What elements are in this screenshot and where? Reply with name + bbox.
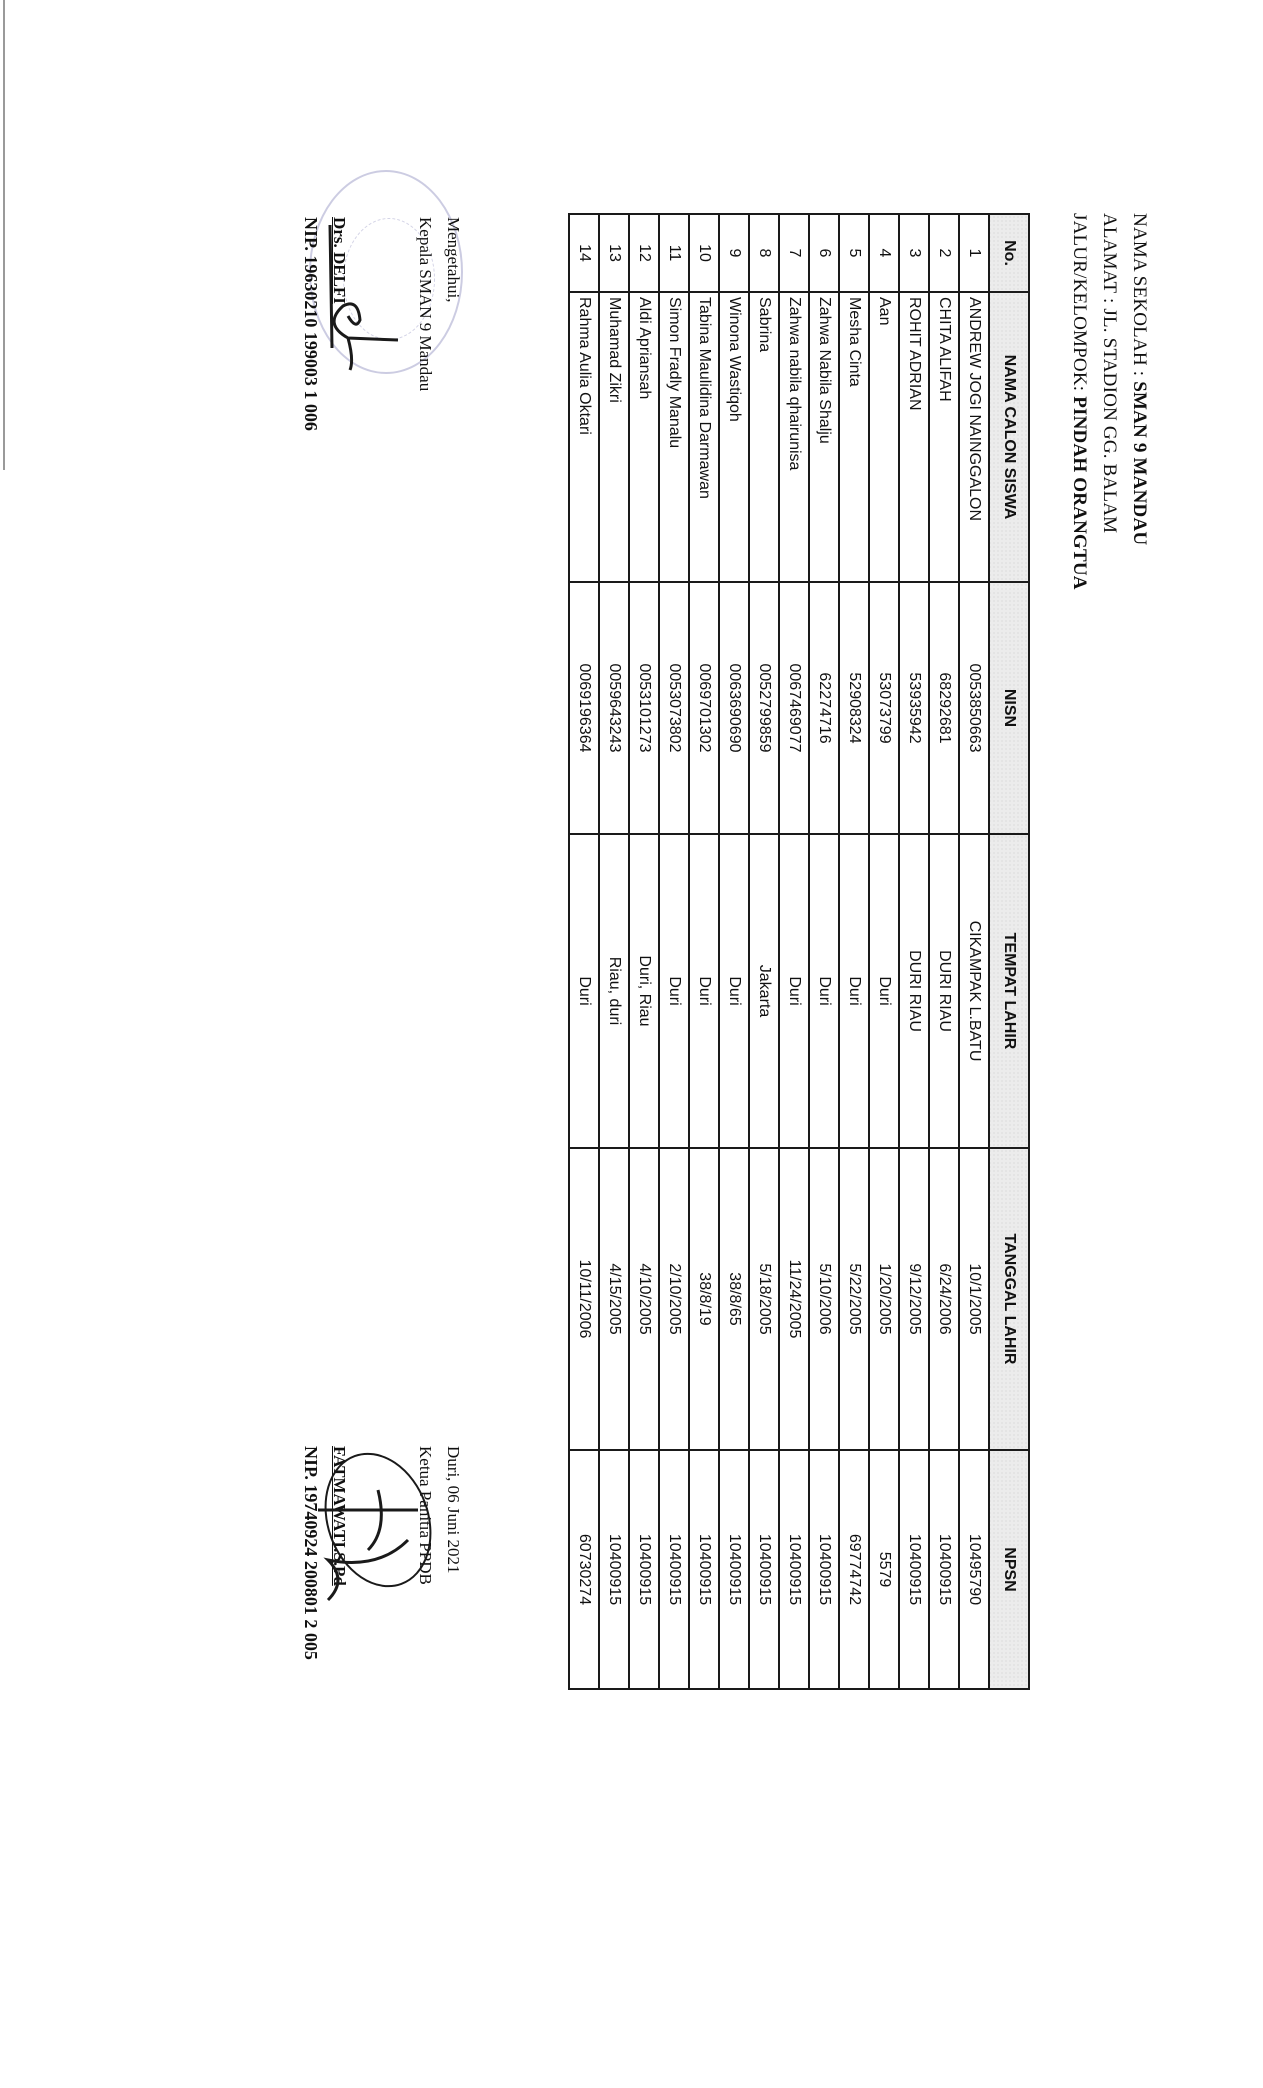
column-header-birthdate: TANGGAL LAHIR (989, 1148, 1029, 1450)
cell-birthdate: 4/10/2005 (629, 1148, 659, 1450)
cell-row-number: 3 (899, 214, 929, 292)
cell-birthdate: 10/1/2005 (959, 1148, 989, 1450)
place-date: Duri, 06 Juni 2021 (444, 1446, 463, 1574)
cell-npsn: 10400915 (719, 1450, 749, 1689)
cell-student-name: Simon Fradly Manalu (659, 292, 689, 582)
cell-nisn: 0069701302 (689, 582, 719, 834)
cell-nisn: 0063690690 (719, 582, 749, 834)
table-row (749, 214, 779, 1689)
column-header-name: NAMA CALON SISWA (989, 292, 1029, 582)
table-row (869, 214, 899, 1689)
cell-birthdate: 9/12/2005 (899, 1148, 929, 1450)
table-row (899, 214, 929, 1689)
track-label: JALUR/KELOMPOK: (1069, 213, 1090, 397)
school-name-value: SMAN 9 MANDAU (1129, 381, 1150, 546)
cell-npsn: 10400915 (629, 1450, 659, 1689)
table-row (599, 214, 629, 1689)
cell-student-name: ROHIT ADRIAN (899, 292, 929, 582)
cell-npsn: 10400915 (659, 1450, 689, 1689)
cell-birthdate: 38/8/19 (689, 1148, 719, 1450)
cell-student-name: Aan (869, 292, 899, 582)
cell-nisn: 0053850663 (959, 582, 989, 834)
cell-birthdate: 4/15/2005 (599, 1148, 629, 1450)
cell-row-number: 7 (779, 214, 809, 292)
cell-birthdate: 5/10/2006 (809, 1148, 839, 1450)
cell-npsn: 60730274 (569, 1450, 599, 1689)
cell-birthplace: Duri (779, 834, 809, 1148)
cell-birthplace: Jakarta (749, 834, 779, 1148)
cell-student-name: Sabrina (749, 292, 779, 582)
track-value: PINDAH ORANGTUA (1069, 396, 1090, 590)
track-line (1068, 213, 1090, 590)
school-name-label: NAMA SEKOLAH : (1129, 213, 1150, 382)
acknowledged-label: Mengetahui, (444, 217, 463, 303)
cell-nisn: 53073799 (869, 582, 899, 834)
cell-birthplace: Duri, Riau (629, 834, 659, 1148)
cell-npsn: 10400915 (599, 1450, 629, 1689)
cell-nisn: 68292681 (929, 582, 959, 834)
table-row (629, 214, 659, 1689)
cell-birthdate: 11/24/2005 (779, 1148, 809, 1450)
committee-chair-name: FATMAWATI.S.Pd (330, 1446, 349, 1586)
cell-student-name: ANDREW JOGI NAINGGALON (959, 292, 989, 582)
cell-birthplace: Duri (869, 834, 899, 1148)
column-header-npsn: NPSN (989, 1450, 1029, 1689)
cell-npsn: 10400915 (899, 1450, 929, 1689)
principal-signature-icon (318, 220, 418, 380)
cell-nisn: 0067469077 (779, 582, 809, 834)
cell-row-number: 8 (749, 214, 779, 292)
cell-npsn: 5579 (869, 1450, 899, 1689)
committee-signature-icon (298, 1450, 448, 1650)
cell-birthdate: 5/22/2005 (839, 1148, 869, 1450)
table-row (569, 214, 599, 1689)
cell-student-name: Rahma Aulia Oktari (569, 292, 599, 582)
cell-nisn: 0052799859 (749, 582, 779, 834)
cell-row-number: 14 (569, 214, 599, 292)
cell-nisn: 0059643243 (599, 582, 629, 834)
table-body (569, 214, 989, 1689)
cell-npsn: 10400915 (929, 1450, 959, 1689)
column-header-no: No. (989, 214, 1029, 292)
table-row (839, 214, 869, 1689)
cell-nisn: 53935942 (899, 582, 929, 834)
cell-birthdate: 2/10/2005 (659, 1148, 689, 1450)
cell-birthplace: Duri (719, 834, 749, 1148)
cell-birthplace: Duri (839, 834, 869, 1148)
cell-birthplace: Duri (809, 834, 839, 1148)
table-row (809, 214, 839, 1689)
cell-student-name: Tabina Maulidina Darmawan (689, 292, 719, 582)
cell-npsn: 10400915 (689, 1450, 719, 1689)
cell-nisn: 0069196364 (569, 582, 599, 834)
cell-npsn: 10400915 (779, 1450, 809, 1689)
school-name-line (1128, 213, 1150, 545)
cell-student-name: Mesha Cinta (839, 292, 869, 582)
cell-birthplace: Duri (659, 834, 689, 1148)
cell-npsn: 69774742 (839, 1450, 869, 1689)
cell-birthplace: Duri (569, 834, 599, 1148)
table-row (659, 214, 689, 1689)
cell-row-number: 9 (719, 214, 749, 292)
cell-row-number: 1 (959, 214, 989, 292)
student-table (568, 213, 1030, 1690)
cell-student-name: Zahwa Nabila Shalju (809, 292, 839, 582)
cell-birthplace: Duri (689, 834, 719, 1148)
cell-row-number: 6 (809, 214, 839, 292)
cell-row-number: 2 (929, 214, 959, 292)
cell-student-name: CHITA ALIFAH (929, 292, 959, 582)
cell-birthdate: 5/18/2005 (749, 1148, 779, 1450)
cell-birthplace: CIKAMPAK L.BATU (959, 834, 989, 1148)
cell-row-number: 13 (599, 214, 629, 292)
table-row (719, 214, 749, 1689)
cell-birthdate: 6/24/2006 (929, 1148, 959, 1450)
cell-row-number: 11 (659, 214, 689, 292)
cell-npsn: 10495790 (959, 1450, 989, 1689)
table-row (689, 214, 719, 1689)
column-header-nisn: NISN (989, 582, 1029, 834)
cell-npsn: 10400915 (749, 1450, 779, 1689)
table-row (929, 214, 959, 1689)
cell-row-number: 4 (869, 214, 899, 292)
committee-title: Ketua Panitia PPDB (416, 1446, 435, 1585)
cell-nisn: 0053073802 (659, 582, 689, 834)
cell-birthplace: DURI RIAU (899, 834, 929, 1148)
table-header-row (989, 214, 1029, 1689)
principal-nip: NIP. 19630210 199003 1 006 (301, 217, 321, 431)
address-line: ALAMAT : JL. STADION GG. BALAM (1099, 213, 1120, 534)
cell-student-name: Aldi Apriansah (629, 292, 659, 582)
cell-birthdate: 1/20/2005 (869, 1148, 899, 1450)
scan-edge-line (3, 0, 5, 470)
committee-chair-nip: NIP. 19740924 200801 2 005 (301, 1446, 321, 1660)
cell-birthplace: Riau, duri (599, 834, 629, 1148)
principal-title: Kepala SMAN 9 Mandau (416, 217, 435, 392)
cell-row-number: 5 (839, 214, 869, 292)
cell-nisn: 52908324 (839, 582, 869, 834)
table-row (779, 214, 809, 1689)
column-header-birthplace: TEMPAT LAHIR (989, 834, 1029, 1148)
cell-row-number: 12 (629, 214, 659, 292)
table-row (959, 214, 989, 1689)
cell-birthplace: DURI RIAU (929, 834, 959, 1148)
cell-birthdate: 38/8/65 (719, 1148, 749, 1450)
principal-name: Drs. DELFI (330, 217, 349, 304)
cell-row-number: 10 (689, 214, 719, 292)
cell-birthdate: 10/11/2006 (569, 1148, 599, 1450)
cell-nisn: 0053101273 (629, 582, 659, 834)
cell-student-name: Winona Wastiqoh (719, 292, 749, 582)
cell-npsn: 10400915 (809, 1450, 839, 1689)
cell-student-name: Zahwa nabila qhairunisa (779, 292, 809, 582)
cell-nisn: 62274716 (809, 582, 839, 834)
cell-student-name: Muhamad Zikri (599, 292, 629, 582)
